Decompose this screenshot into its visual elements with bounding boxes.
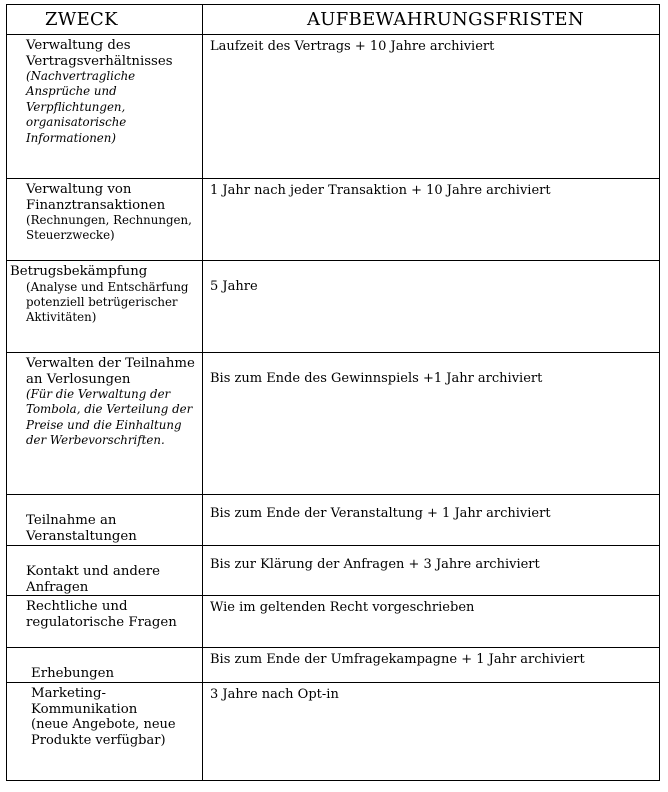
purpose-text: Rechtliche und regulatorische Fragen — [26, 599, 177, 630]
purpose-cell — [7, 683, 203, 781]
purpose-text: Marketing-Kommunikation — [31, 686, 138, 717]
purpose-text: Verwaltung von Finanztransaktionen — [26, 182, 166, 213]
table-row — [7, 35, 660, 179]
purpose-cell — [7, 261, 203, 353]
retention-cell: Laufzeit des Vertrags + 10 Jahre archiviert — [203, 35, 660, 179]
purpose-detail: (neue Angebote, neue Produkte verfügbar) — [31, 717, 176, 748]
retention-cell: 1 Jahr nach jeder Transaktion + 10 Jahre archiviert — [203, 179, 660, 261]
purpose-text: Verwaltung des Vertragsverhältnisses — [26, 38, 173, 69]
purpose-text: Teilnahme an Veranstaltungen — [26, 513, 137, 544]
retention-cell: Bis zum Ende der Veranstaltung + 1 Jahr archiviert — [203, 495, 660, 546]
purpose-cell — [7, 648, 203, 683]
table-row — [7, 596, 660, 648]
header-row — [7, 5, 660, 35]
retention-cell: Wie im geltenden Recht vorgeschrieben — [203, 596, 660, 648]
retention-cell: Bis zur Klärung der Anfragen + 3 Jahre archiviert — [203, 546, 660, 596]
purpose-text: Erhebungen — [31, 666, 115, 681]
purpose-text: Betrugsbekämpfung — [10, 264, 148, 279]
header-retention: AUFBEWAHRUNGSFRISTEN — [203, 5, 660, 35]
table-row — [7, 648, 660, 683]
purpose-cell — [7, 596, 203, 648]
retention-cell: 3 Jahre nach Opt-in — [203, 683, 660, 781]
table-row — [7, 683, 660, 781]
purpose-cell — [7, 495, 203, 546]
purpose-cell — [7, 546, 203, 596]
header-purpose: ZWECK — [7, 5, 203, 35]
purpose-cell — [7, 353, 203, 495]
purpose-detail: (Nachvertragliche Ansprüche und Verpflichtungen, organisatorische Informationen) — [26, 69, 136, 145]
retention-cell: Bis zum Ende des Gewinnspiels +1 Jahr archiviert — [203, 353, 660, 495]
table-row — [7, 261, 660, 353]
purpose-cell — [7, 179, 203, 261]
purpose-text: Verwalten der Teilnahme an Verlosungen — [26, 356, 195, 387]
purpose-detail: (Rechnungen, Rechnungen, Steuerzwecke) — [26, 213, 192, 243]
purpose-text: Kontakt und andere Anfragen — [26, 564, 161, 595]
table-row — [7, 495, 660, 546]
retention-cell: Bis zum Ende der Umfragekampagne + 1 Jahr archiviert — [203, 648, 660, 683]
retention-cell: 5 Jahre — [203, 261, 660, 353]
table-row — [7, 546, 660, 596]
purpose-cell — [7, 35, 203, 179]
purpose-detail: (Für die Verwaltung der Tombola, die Verteilung der Preise und die Einhaltung der Werbevorschriften. — [26, 387, 193, 448]
retention-table — [6, 4, 660, 781]
purpose-detail: (Analyse und Entschärfung potenziell betrügerischer Aktivitäten) — [26, 279, 189, 325]
table-row — [7, 179, 660, 261]
table-row — [7, 353, 660, 495]
